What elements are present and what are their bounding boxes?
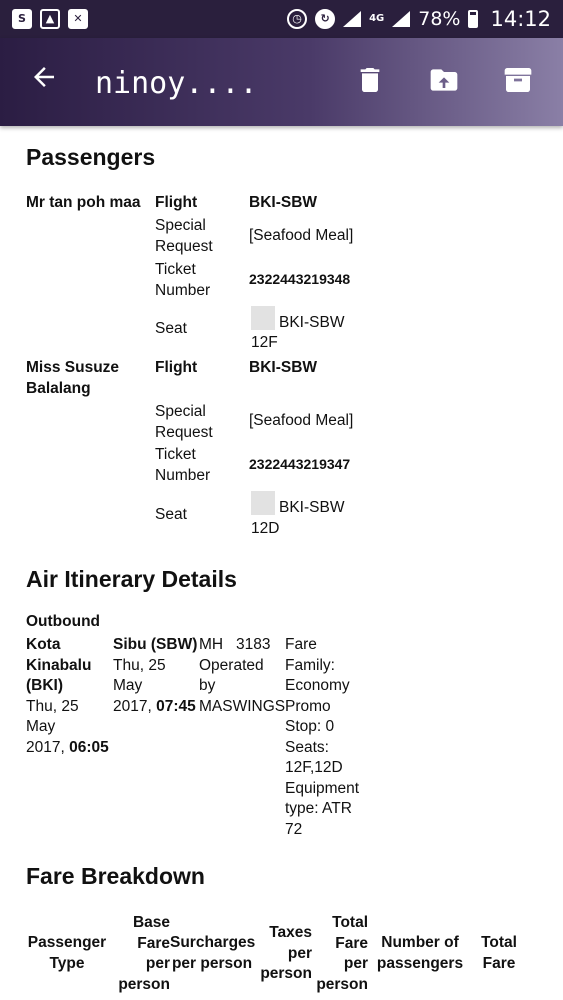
data-saver-icon: ↻: [315, 9, 335, 29]
fare-breakdown-heading: Fare Breakdown: [26, 863, 205, 889]
back-arrow-icon[interactable]: [26, 62, 62, 98]
special-request-value: [Seafood Meal]: [249, 412, 354, 429]
alarm-icon: ◷: [287, 9, 307, 29]
flight-label: Flight: [155, 194, 198, 211]
seat-value: 12F: [251, 334, 278, 351]
col-passenger-type: Passenger Type: [27, 934, 107, 972]
destination-cell: Sibu (SBW) Thu, 25 May 2017, 07:45: [113, 636, 198, 715]
special-request-label: Special Request: [155, 403, 213, 441]
seat-map-image: [251, 491, 275, 515]
message-title: ninoy....: [95, 66, 258, 101]
col-surcharges: Surcharges per person: [170, 934, 256, 972]
gallery-notification-icon: ▲: [40, 9, 60, 29]
ticket-number-value: 2322443219347: [249, 456, 351, 472]
col-base-fare: Base Fare per person: [118, 914, 170, 993]
seat-label: Seat: [155, 320, 187, 337]
special-request-value: [Seafood Meal]: [249, 227, 354, 244]
battery-percent: 78%: [418, 8, 461, 30]
special-request-label: Special Request: [155, 217, 213, 255]
battery-icon: [468, 10, 478, 28]
skype-notification-icon: S: [12, 9, 32, 29]
delete-icon[interactable]: [354, 64, 386, 96]
app-bar: [0, 38, 563, 126]
signal-icon: [343, 11, 361, 27]
origin-cell: Kota Kinabalu (BKI) Thu, 25 May 2017, 06:05: [26, 636, 109, 756]
move-to-folder-icon[interactable]: [428, 64, 460, 96]
status-bar: [0, 0, 563, 38]
email-notification-icon: ✕: [68, 9, 88, 29]
col-taxes: Taxes per person: [260, 924, 312, 982]
seat-route: BKI-SBW: [279, 499, 345, 516]
seat-value: 12D: [251, 520, 280, 537]
flight-value: BKI-SBW: [249, 194, 318, 211]
fare-details-cell: Fare Family: Economy Promo Stop: 0 Seats: 12F,12D Equipment type: ATR 72: [285, 636, 360, 838]
archive-icon[interactable]: [502, 64, 534, 96]
passengers-heading: Passengers: [26, 144, 156, 170]
flight-label: Flight: [155, 359, 198, 376]
col-total-fare-per-person: Total Fare per person: [316, 914, 368, 993]
ticket-number-label: Ticket Number: [155, 446, 211, 484]
seat-route: BKI-SBW: [279, 314, 345, 331]
signal-icon-2: [392, 11, 410, 27]
clock: 14:12: [490, 7, 551, 31]
outbound-label: Outbound: [26, 613, 101, 630]
itinerary-heading: Air Itinerary Details: [26, 566, 237, 592]
col-total-fare: Total Fare: [481, 934, 517, 972]
ticket-number-label: Ticket Number: [155, 261, 211, 299]
flight-value: BKI-SBW: [249, 359, 318, 376]
passenger-name: Mr tan poh maa: [26, 194, 141, 211]
seat-label: Seat: [155, 506, 187, 523]
network-type: 4G: [369, 13, 385, 24]
seat-map-image: [251, 306, 275, 330]
ticket-number-value: 2322443219348: [249, 271, 351, 287]
col-number-of-passengers: Number of passengers: [376, 934, 464, 972]
carrier-cell: MH 3183 Operated by MASWINGS: [199, 636, 286, 715]
passenger-name: Miss Susuze Balalang: [26, 359, 120, 397]
